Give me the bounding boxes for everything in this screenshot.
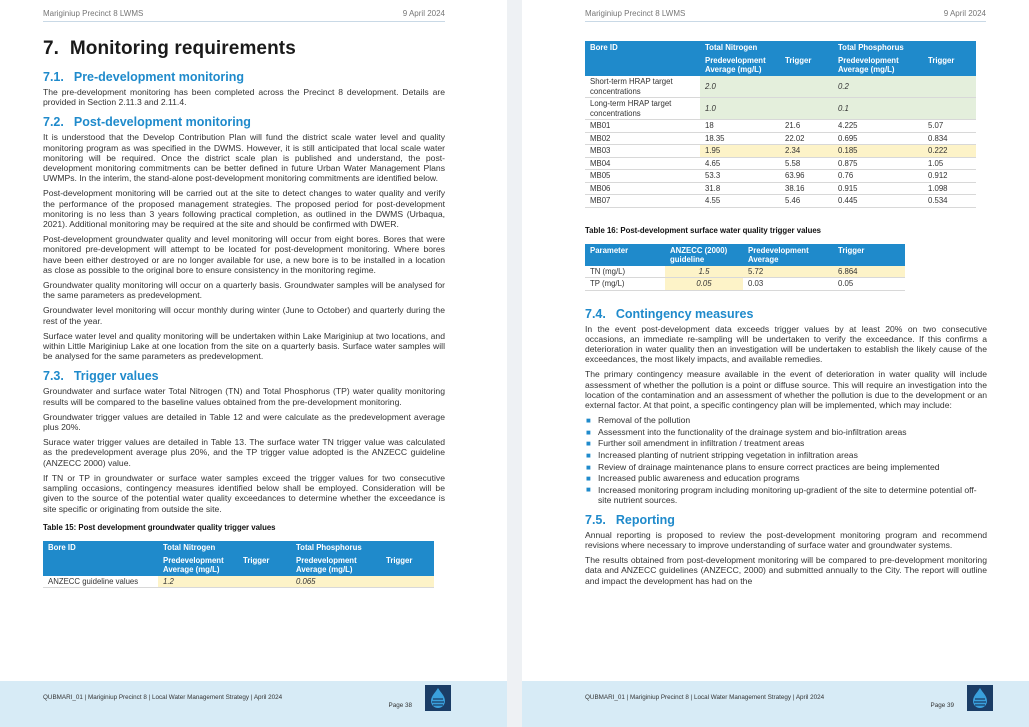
bullet-icon: ■: [586, 474, 591, 484]
heading-title: Pre-development monitoring: [73, 70, 245, 84]
heading-7-5: [585, 513, 987, 527]
table-cell: 0.185: [833, 145, 923, 158]
col-header: Bore ID: [43, 541, 158, 554]
paragraph: Surface water level and quality monitoring will be undertaken within Lake Mariginiup at two locations, and within Little Mariginiup Lake at one location from the site on a quarterly basis. Surface water samples will be analysed for the same parameters as predevelopment.: [43, 330, 445, 362]
list-item-text: Increased planting of nutrient stripping vegetation in infiltration areas: [598, 449, 858, 460]
bullet-icon: ■: [586, 484, 591, 494]
table-row: [585, 170, 976, 183]
paragraph: In the event post-development data exceeds trigger values by at least 20% on two consecutive occasions, an immediate re-sampling will be undertaken to verify the exceedance. If this confirms a deterioration in water quality then an investigation will be undertaken to establish the likely cause of the exceedances, the most likely impacts, and available remedies.: [585, 323, 987, 365]
bullet-icon: ■: [586, 462, 591, 472]
table-cell: Short-term HRAP target concentrations: [585, 76, 700, 98]
paragraph: Surace water trigger values are detailed in Table 13. The surface water TN trigger value was calculated as the predevelopment average plus 20%, and the TP trigger value adopted is the ANZECC guideline (ANZECC 2000) value.: [43, 437, 445, 468]
table-cell: 1.05: [923, 157, 976, 170]
table-cell: 0.76: [833, 170, 923, 183]
table-row: [585, 195, 976, 208]
paragraph: If TN or TP in groundwater or surface water samples exceed the trigger values for two consecutive sampling occasions, contingency measures identified below shall be employed. Consideration will be given to the source of the potential water quality exceedances to determine whether the exceedance is site specific or originating from outside the site.: [43, 472, 445, 514]
footer-text: QUBMARI_01 | Mariginiup Precinct 8 | Local Water Management Strategy | April 2024: [43, 694, 283, 701]
table-cell: TN (mg/L): [585, 266, 665, 278]
heading-7-4: [585, 307, 987, 321]
page-header: [585, 9, 986, 22]
bullet-icon: ■: [586, 439, 591, 449]
table-cell: 0.534: [923, 195, 976, 208]
table-row: [585, 278, 905, 291]
col-header: Parameter: [585, 244, 665, 266]
col-header: Trigger: [238, 554, 291, 576]
col-header: ANZECC (2000) guideline: [665, 244, 743, 266]
bullet-icon: ■: [586, 450, 591, 460]
table-cell: 18: [700, 120, 780, 133]
list-item-text: Increased public awareness and education programs: [598, 473, 800, 484]
section-heading: [43, 38, 445, 60]
table-cell: 2.34: [780, 145, 833, 158]
heading-number: 7.3.: [43, 369, 64, 384]
col-header: Predevelopment Average: [743, 244, 833, 266]
heading-title: Trigger values: [73, 369, 159, 384]
paragraph: Post-development monitoring will be carried out at the site to detect changes to water quality and verify the performance of the proposed management strategies. The proposed period for post-development monitoring is no less than 3 years following practical completion, as outlined in the DWMS (Urbaqua, 2021). Additional monitoring may be required at the site and should be confirmed with DWER.: [43, 188, 445, 230]
page-39: [522, 0, 1029, 727]
paragraph: The primary contingency measure available in the event of deterioration in water quality will include assessment of whether the pollution is a point or diffuse source. This will require an investigation into the location of the contamination and an assessment of whether the pollution is due to the development or an external factor. At that point, a specific contingency plan will be implemented, which may include:: [585, 369, 987, 410]
page-footer: [522, 681, 1029, 727]
list-item: [586, 449, 987, 462]
col-header: Total Nitrogen: [158, 541, 291, 554]
list-item: [586, 415, 987, 427]
surface-water-trigger-table: [585, 244, 905, 291]
table-cell: 0.05: [833, 278, 905, 291]
paragraph: The results obtained from post-development monitoring will be compared to pre-development monitoring data and ANZECC guidelines (ANZECC, 2000) and submitted annually to the City. The report will outline and impact the development has had on the: [585, 555, 987, 586]
heading-7-1: [43, 70, 445, 84]
table-row: [585, 182, 976, 195]
heading-title: Contingency measures: [615, 306, 754, 321]
page-number: Page 38: [388, 702, 412, 709]
company-logo-icon: [425, 685, 451, 711]
table-cell: 0.2: [833, 76, 976, 98]
footer-text: QUBMARI_01 | Mariginiup Precinct 8 | Local Water Management Strategy | April 2024: [585, 694, 825, 701]
table-cell: TP (mg/L): [585, 278, 665, 291]
table-row: [585, 157, 976, 170]
col-header: Total Phosphorus: [291, 541, 434, 554]
page-header: [43, 9, 445, 22]
table-cell: 5.46: [780, 195, 833, 208]
table-cell: MB03: [585, 145, 700, 158]
list-item: [586, 438, 987, 450]
list-item-text: Review of drainage maintenance plans to ensure correct practices are being implemented: [598, 461, 940, 472]
paragraph: Post-development groundwater quality and level monitoring will occur from eight bores. Bores that were monitored pre-development will attempt to be located for post-development monitoring. Where bores have been either destroyed or are no longer available for use, a new bore is to be installed in a location as close as possible to the original bore to ensure consistency in the monitoring regime.: [43, 234, 445, 275]
table-cell: 1.0: [700, 98, 833, 120]
col-header: Trigger: [381, 554, 434, 576]
col-header: Trigger: [780, 54, 833, 76]
table-cell: MB05: [585, 170, 700, 183]
list-item: [586, 461, 987, 474]
page-number: Page 39: [930, 702, 954, 709]
table-cell: Long-term HRAP target concentrations: [585, 98, 700, 120]
table-cell: 0.065: [291, 576, 434, 588]
table-caption: Table 16: Post-development surface water quality trigger values: [585, 225, 822, 235]
col-header: Trigger: [923, 54, 976, 76]
table-cell: 4.55: [700, 195, 780, 208]
table-cell: 31.8: [700, 182, 780, 195]
list-item-text: Increased monitoring program including monitoring up-gradient of the site to determine potential off-site nutrient sources.: [598, 484, 977, 505]
table-cell: MB07: [585, 195, 700, 208]
table-cell: 22.02: [780, 132, 833, 145]
section-title: Monitoring requirements: [69, 38, 296, 59]
paragraph: The pre-development monitoring has been completed across the Precinct 8 development. Details are provided in Section 2.11.3 and 2.11.4.: [43, 87, 445, 108]
paragraph: Groundwater trigger values are detailed in Table 12 and were calculate as the predevelopment average plus 20%.: [43, 411, 445, 433]
table-cell: 1.098: [923, 182, 976, 195]
table-row: [585, 266, 905, 278]
table-cell: 0.445: [833, 195, 923, 208]
table-cell: 0.695: [833, 132, 923, 145]
section-number: 7.: [43, 38, 60, 59]
header-title: Mariginiup Precinct 8 LWMS: [43, 9, 144, 18]
table-cell: 0.1: [833, 98, 976, 120]
page-gutter: [507, 0, 522, 727]
contingency-list: [585, 415, 987, 505]
heading-number: 7.2.: [43, 115, 64, 130]
header-date: 9 April 2024: [402, 9, 445, 18]
table-cell: 0.222: [923, 145, 976, 158]
col-header: Predevelopment Average (mg/L): [158, 554, 238, 576]
table-cell: 0.834: [923, 132, 976, 145]
table-row: [585, 98, 976, 120]
page-38: [0, 0, 507, 727]
list-item-text: Removal of the pollution: [598, 415, 691, 426]
heading-7-3: [43, 369, 445, 383]
heading-title: Post-development monitoring: [73, 115, 251, 130]
bullet-icon: ■: [586, 416, 591, 426]
table-caption: Table 15: Post development groundwater quality trigger values: [43, 522, 276, 532]
table-cell: 1.2: [158, 576, 291, 588]
col-header: Predevelopment Average (mg/L): [700, 54, 780, 76]
table-cell: MB02: [585, 132, 700, 145]
paragraph: Annual reporting is proposed to review the post-development monitoring program and recommend revisions where necessary to improve understanding of surface water and groundwater systems.: [585, 529, 987, 550]
table-cell: 5.07: [923, 120, 976, 133]
table-cell: MB06: [585, 182, 700, 195]
heading-7-2: [43, 115, 445, 129]
heading-number: 7.4.: [585, 306, 606, 321]
table-row: [585, 120, 976, 133]
paragraph: Groundwater quality monitoring will occur on a quarterly basis. Groundwater samples will be analysed for the same parameters as predevelopment.: [43, 280, 445, 301]
table-cell: 6.864: [833, 266, 905, 278]
col-header: Total Phosphorus: [833, 41, 976, 54]
table-cell: 1.5: [665, 266, 743, 278]
paragraph: Groundwater and surface water Total Nitrogen (TN) and Total Phosphorus (TP) water quality monitoring results will be compared to the baseline values obtained from the pre-development monitoring.: [43, 386, 445, 407]
table-cell: 1.95: [700, 145, 780, 158]
table-row: [585, 145, 976, 158]
col-header: Bore ID: [585, 41, 700, 54]
table-cell: 0.912: [923, 170, 976, 183]
table-cell: 5.72: [743, 266, 833, 278]
table-cell: 0.03: [743, 278, 833, 291]
col-header: Predevelopment Average (mg/L): [833, 54, 923, 76]
table-cell: MB01: [585, 120, 700, 133]
col-header: Predevelopment Average (mg/L): [291, 554, 381, 576]
table-cell: 53.3: [700, 170, 780, 183]
table-cell: 21.6: [780, 120, 833, 133]
table-cell: 63.96: [780, 170, 833, 183]
paragraph: Groundwater level monitoring will occur monthly during winter (June to October) and quarterly during the rest of the year.: [43, 305, 445, 326]
page-content: [585, 41, 987, 591]
col-header: Total Nitrogen: [700, 41, 833, 54]
heading-number: 7.5.: [585, 512, 606, 527]
table-cell: 38.16: [780, 182, 833, 195]
list-item-text: Assessment into the functionality of the drainage system and bio-infiltration areas: [598, 426, 907, 437]
list-item-text: Further soil amendment in infiltration / treatment areas: [598, 438, 805, 449]
table-row: [585, 132, 976, 145]
company-logo-icon: [967, 685, 993, 711]
bullet-icon: ■: [586, 427, 591, 437]
header-date: 9 April 2024: [943, 9, 986, 18]
col-header: Trigger: [833, 244, 905, 266]
list-item: [586, 473, 987, 485]
col-header: [585, 54, 700, 76]
table-cell: 4.65: [700, 157, 780, 170]
table-row: [585, 76, 976, 98]
table-cell: MB04: [585, 157, 700, 170]
groundwater-trigger-table-continued: [585, 41, 976, 208]
list-item: [586, 426, 987, 439]
page-content: [43, 38, 445, 588]
heading-number: 7.1.: [43, 70, 64, 84]
table-cell: 2.0: [700, 76, 833, 98]
heading-title: Reporting: [615, 512, 675, 527]
table-cell: 0.05: [665, 278, 743, 291]
list-item: [586, 484, 987, 505]
table-cell: 0.875: [833, 157, 923, 170]
table-cell: 0.915: [833, 182, 923, 195]
table-cell: 4.225: [833, 120, 923, 133]
groundwater-trigger-table: [43, 541, 434, 589]
page-footer: [0, 681, 507, 727]
paragraph: It is understood that the Develop Contribution Plan will fund the district scale water level and quality monitoring program as was specified in the DWMS. However, it is still anticipated that local scale water monitoring will be required. Once the district scale plan is published and understand, the post-development monitoring commitments can be better defined in future Urban Water Management Plans UWMPs. In the interim, the stand-alone post-development monitoring commitments are identified below.: [43, 132, 445, 184]
table-row: [43, 576, 434, 588]
table-cell: 5.58: [780, 157, 833, 170]
table-cell: 18.35: [700, 132, 780, 145]
col-header: [43, 554, 158, 576]
header-title: Mariginiup Precinct 8 LWMS: [585, 9, 686, 18]
table-cell: ANZECC guideline values: [43, 576, 158, 588]
